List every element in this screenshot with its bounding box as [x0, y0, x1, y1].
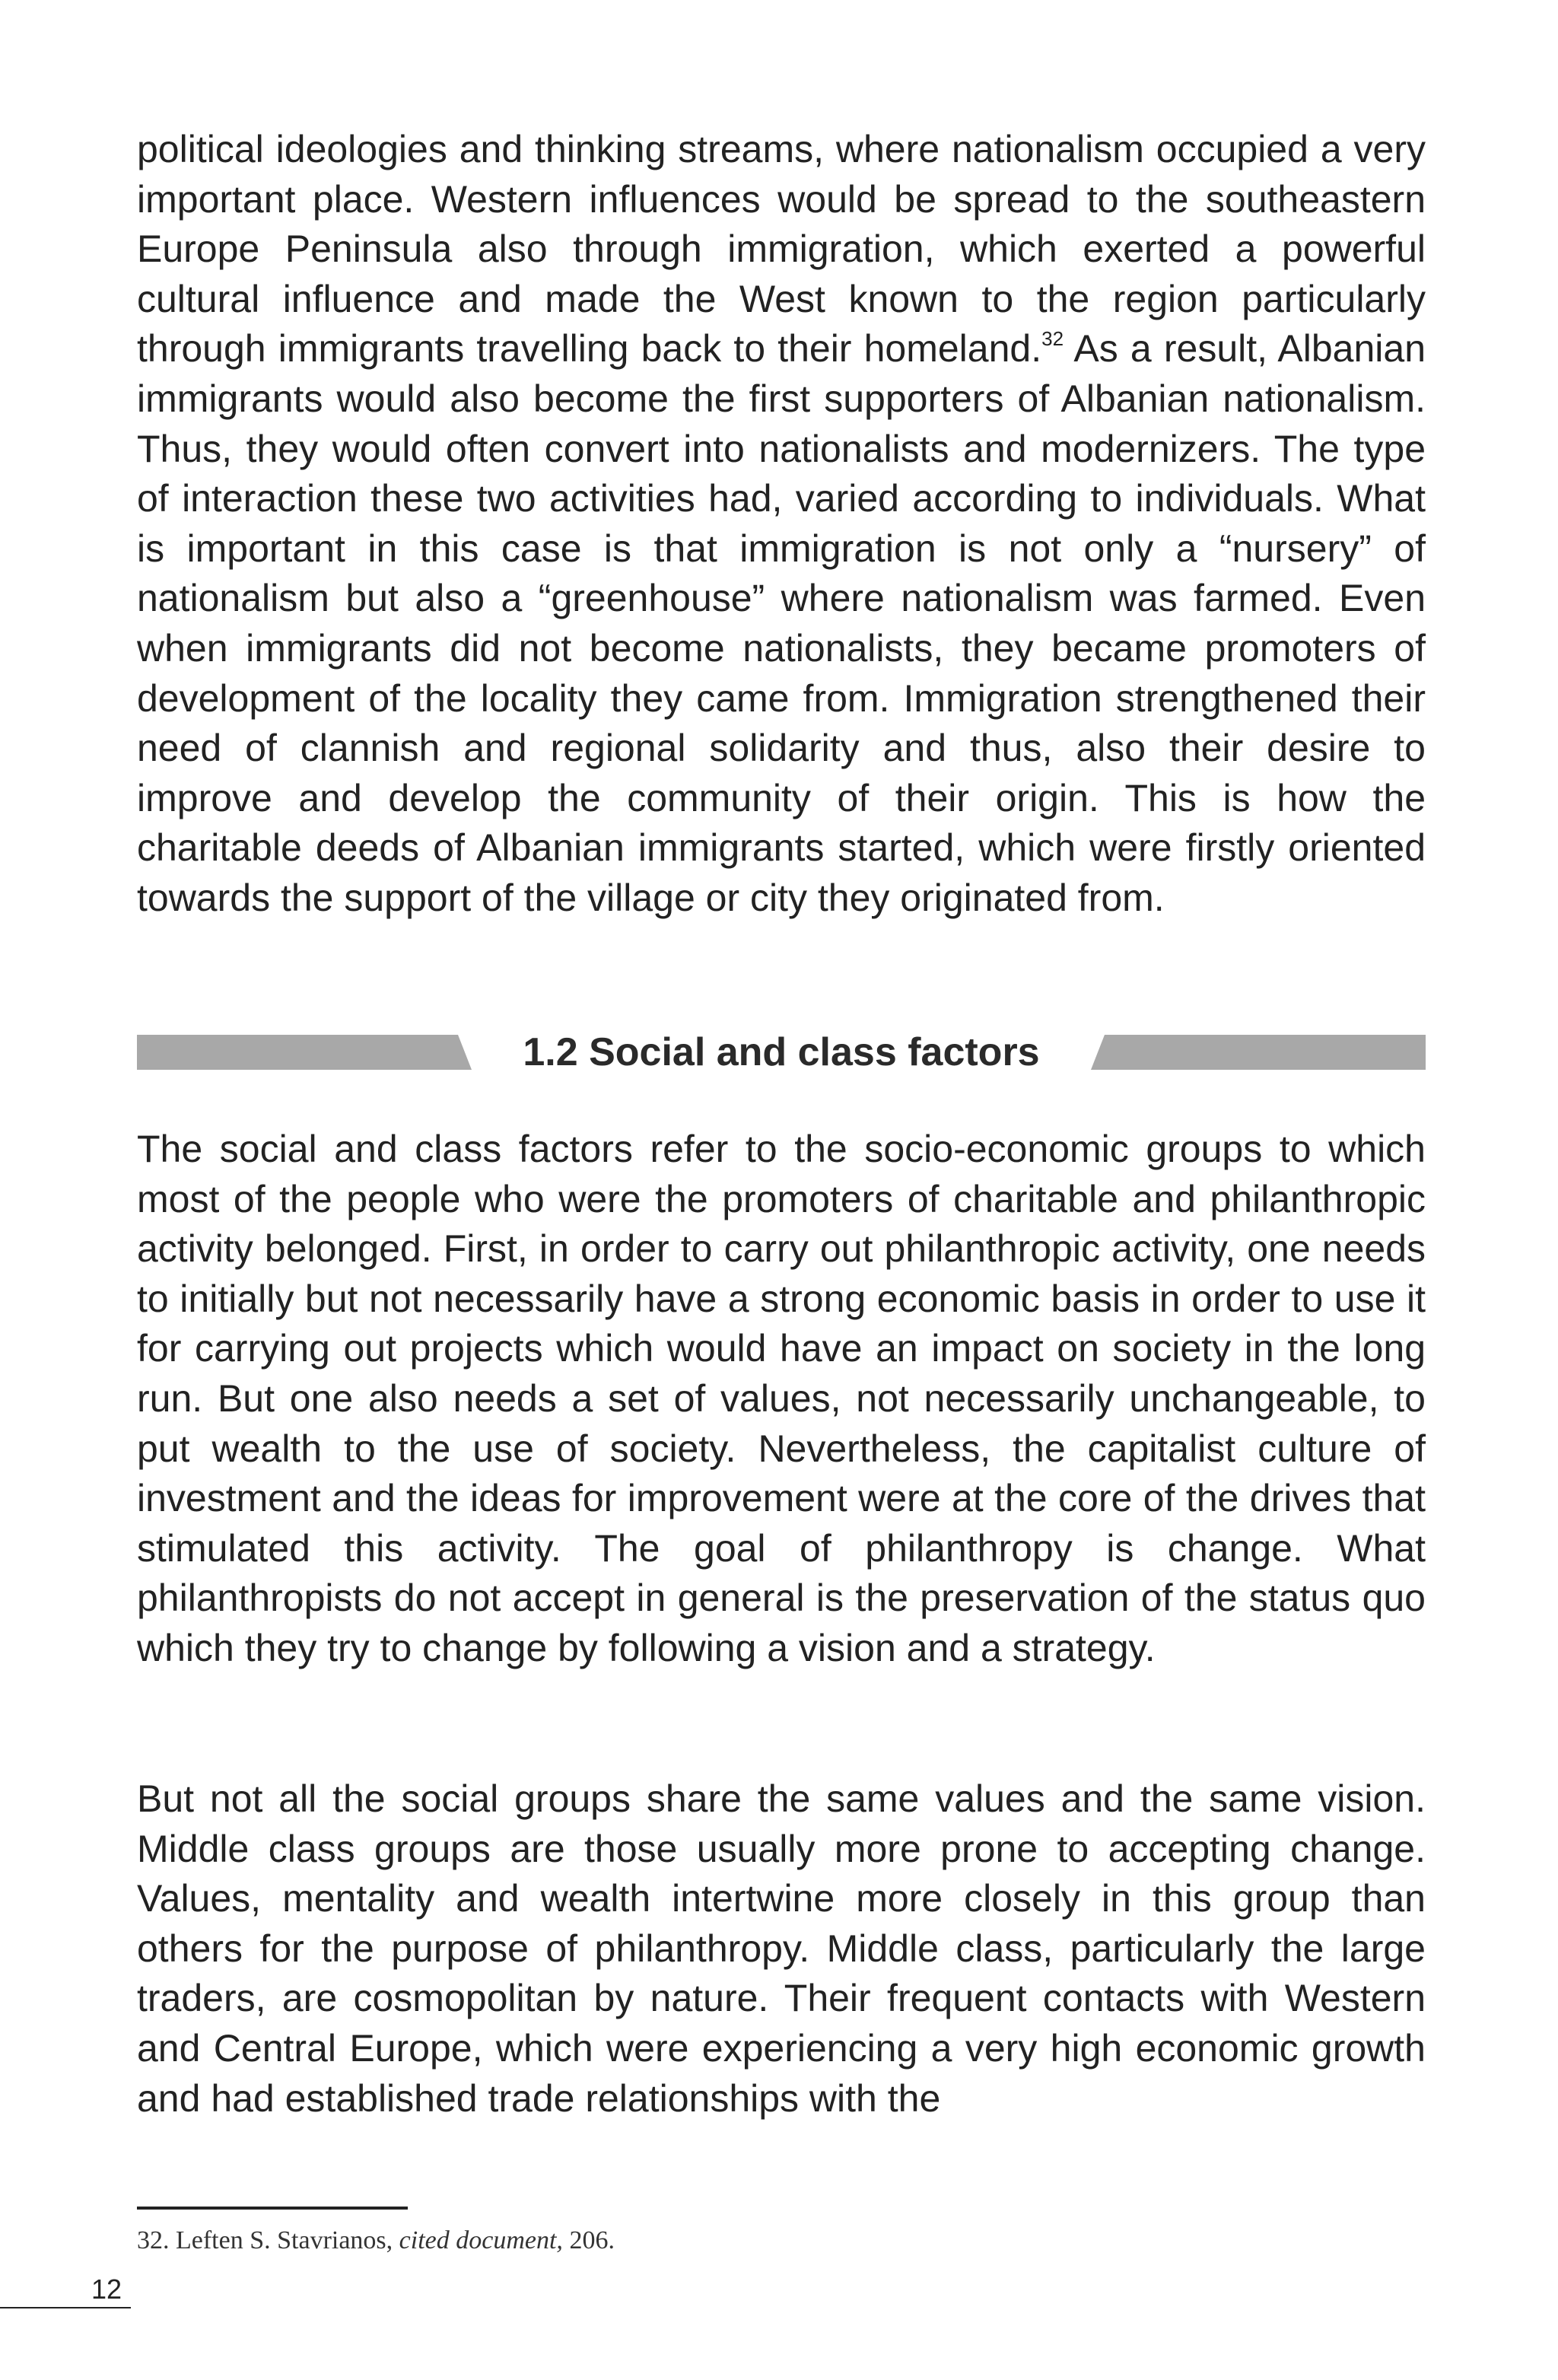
heading-left-bar	[137, 1035, 472, 1070]
paragraph-1-text-b: As a result, Albanian immigrants would also become the first supporters of Albanian nationalism. Thus, they would often convert into nationalists and modernizers. The type of interaction these two activities had, varied according to individuals. What is important in this case is that immigration is not only a “nursery” of nationalism but also a “greenhouse” where nationalism was farmed. Even when immigrants did not become nationalists, they became promoters of development of the locality they came from. Immigration strengthened their need of clannish and regional solidarity and thus, also their desire to improve and develop the community of their origin. This is how the charitable deeds of Albanian immigrants started, which were firstly oriented towards the support of the village or city they originated from.	[137, 327, 1426, 919]
paragraph-1-text-a: political ideologies and thinking streams, where nationalism occupied a very important place. Western influences would be spread to the southeastern Europe Peninsula also through immigration, which exerted a powerful cultural influence and made the West known to the region particularly through immigrants travelling back to their homeland.	[137, 128, 1426, 371]
paragraph-middle-class: But not all the social groups share the same values and the same vision. Middle class groups are those usually more prone to accepting change. Values, mentality and wealth intertwine more closely in this group than others for the purpose of philanthropy. Middle class, particularly the large traders, are cosmopolitan by nature. Their frequent contacts with Western and Central Europe, which were experiencing a very high economic growth and had established trade relationships with the	[137, 1777, 1426, 2120]
footnote	[137, 2223, 615, 2258]
page-number: 12	[91, 2273, 122, 2305]
footnote-source: cited document,	[399, 2226, 563, 2254]
section-heading-row	[137, 1024, 1426, 1080]
footnote-reference: 32	[1041, 327, 1064, 351]
footnote-divider	[137, 2207, 408, 2210]
section-heading: 1.2 Social and class factors	[523, 1030, 1040, 1074]
paragraph-social-class-factors: The social and class factors refer to the socio-economic groups to which most of the people who were the promoters of charitable and philanthropic activity belonged. First, in order to carry out philanthropic activity, one needs to initially but not necessarily have a strong economic basis in order to use it for carrying out projects which would have an impact on society in the long run. But one also needs a set of values, not necessarily unchangeable, to put wealth to the use of society. Nevertheless, the capitalist culture of investment and the ideas for improvement were at the core of the drives that stimulated this activity. The goal of philanthropy is change. What philanthropists do not accept in general is the preservation of the status quo which they try to change by following a vision and a strategy.	[137, 1128, 1426, 1669]
paragraph-immigration-nationalism	[137, 125, 1426, 924]
heading-right-bar	[1091, 1035, 1426, 1070]
page-number-rule	[0, 2307, 131, 2308]
footnote-page: 206.	[562, 2226, 615, 2254]
footnote-number: 32. Leften S. Stavrianos,	[137, 2226, 399, 2254]
